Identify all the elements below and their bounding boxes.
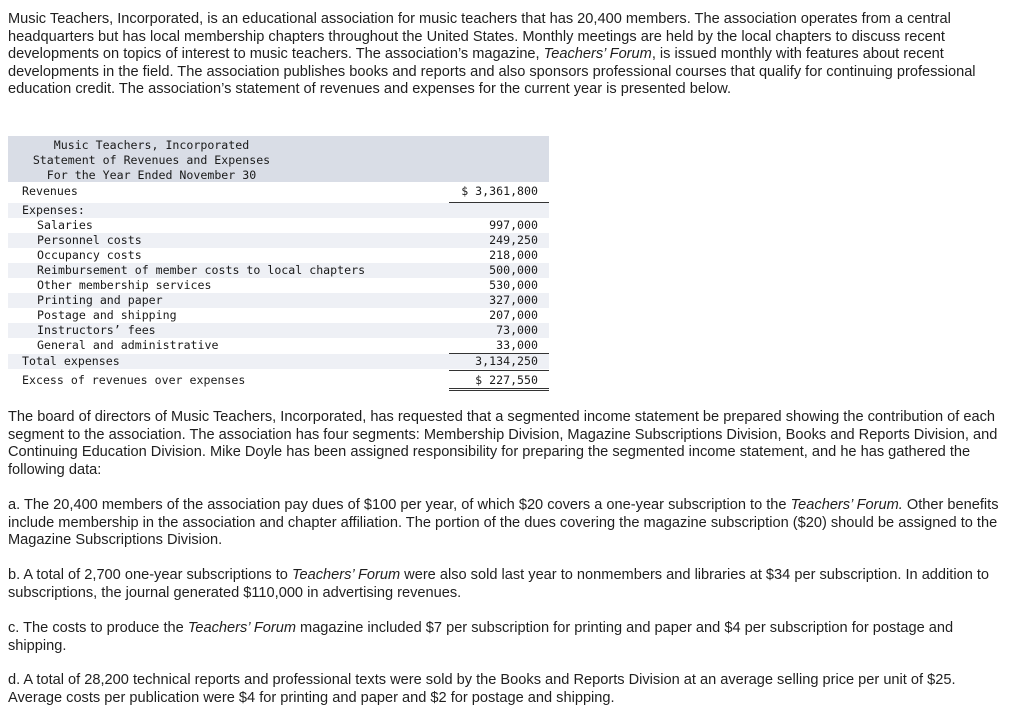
expense-row [8, 338, 549, 353]
expense-label: Occupancy costs [37, 248, 142, 262]
excess-value: $ 227,550 [475, 373, 538, 387]
item-c [8, 620, 1008, 655]
expense-label: General and administrative [37, 338, 219, 352]
income-statement [8, 136, 549, 391]
item-b-magazine: Teachers’ Forum [291, 567, 401, 583]
expense-value: 327,000 [489, 293, 538, 307]
intro-paragraph [8, 11, 1008, 99]
statement-header [8, 137, 549, 183]
expense-label: Salaries [37, 218, 93, 232]
expense-value: 73,000 [496, 323, 538, 337]
statement-period: For the Year Ended November 30 [46, 168, 257, 182]
excess-row [8, 373, 549, 388]
expense-value: 500,000 [489, 263, 538, 277]
revenues-row [8, 184, 549, 199]
item-a-magazine: Teachers’ Forum. [790, 497, 903, 513]
item-b [8, 567, 1008, 602]
revenues-value: $ 3,361,800 [461, 184, 538, 198]
excess-double-rule [449, 388, 549, 391]
expense-row [8, 323, 549, 338]
expense-value: 218,000 [489, 248, 538, 262]
expense-label: Reimbursement of member costs to local chapters [37, 263, 366, 277]
expense-label: Postage and shipping [37, 308, 177, 322]
excess-label: Excess of revenues over expenses [22, 373, 246, 387]
expense-row [8, 218, 549, 233]
statement-title: Statement of Revenues and Expenses [32, 153, 271, 167]
item-c-text-tail: magazine included $7 per subscription for printing and paper and $4 per subscription for postage and shipping. [8, 620, 954, 654]
expense-value: 207,000 [489, 308, 538, 322]
expense-value: 33,000 [496, 338, 538, 352]
expense-row [8, 308, 549, 323]
total-rule [449, 370, 549, 371]
expense-label: Instructors’ fees [37, 323, 156, 337]
expense-value: 997,000 [489, 218, 538, 232]
item-b-text: b. A total of 2,700 one-year subscriptions to [8, 567, 292, 583]
expense-label: Other membership services [37, 278, 212, 292]
item-a [8, 497, 1008, 550]
magazine-title: Teachers’ Forum [543, 46, 652, 63]
item-b-text-tail: were also sold last year to nonmembers and libraries at $34 per subscription. In addition to subscriptions, the journal generated $110,000 in advertising revenues. [8, 567, 990, 601]
item-c-magazine: Teachers’ Forum [187, 620, 296, 636]
expense-value: 530,000 [489, 278, 538, 292]
revenues-label: Revenues [22, 184, 78, 198]
expense-label: Printing and paper [37, 293, 163, 307]
item-d: d. A total of 28,200 technical reports and professional texts were sold by the Books and Reports Division at an average selling price per unit of $25. Average costs per publication were $4 for printing and paper and $2 for postage and shipping. [8, 672, 956, 706]
expense-value: 249,250 [489, 233, 538, 247]
expense-row [8, 278, 549, 293]
item-a-text: a. The 20,400 members of the association pay dues of $100 per year, of which $20 covers a one-year subscription to the [8, 497, 791, 513]
expense-row [8, 263, 549, 278]
total-expenses-value: 3,134,250 [475, 354, 538, 368]
expenses-label: Expenses: [22, 203, 85, 217]
board-paragraph: The board of directors of Music Teachers, Incorporated, has requested that a segmented income statement be prepared showing the contribution of each segment to the association. The association has four segments: Membership Division, Magazine Subscriptions Division, Books and Reports Division, and Continuing Education Division. Mike Doyle has been assigned responsibility for preparing the segmented income statement, and he has gathered the following data: [8, 409, 998, 478]
total-expenses-label: Total expenses [22, 354, 120, 368]
item-a-text-tail: Other benefits include membership in the association and chapter affiliation. The portion of the dues covering the magazine subscription ($20) should be assigned to the Magazine Subscriptions Division. [8, 497, 999, 549]
expense-row [8, 293, 549, 308]
expense-label: Personnel costs [37, 233, 142, 247]
item-c-text: c. The costs to produce the [8, 620, 188, 636]
statement-company: Music Teachers, Incorporated [53, 138, 250, 152]
expenses-heading-row [8, 203, 549, 218]
expense-row [8, 233, 549, 248]
expense-row [8, 248, 549, 263]
intro-text-tail: , is issued monthly with features about recent developments in the field. The association publishes books and reports and also sponsors professional courses that qualify for continuing professional education credit. The association’s statement of revenues and expenses for the current year is presented below. [8, 46, 976, 98]
intro-text: Music Teachers, Incorporated, is an educational association for music teachers that has 20,400 members. The association operates from a central headquarters but has local membership chapters throughout the United States. Monthly meetings are held by the local chapters to discuss recent developments on topics of interest to music teachers. The association’s magazine, [8, 11, 951, 63]
total-expenses-row [8, 354, 549, 369]
